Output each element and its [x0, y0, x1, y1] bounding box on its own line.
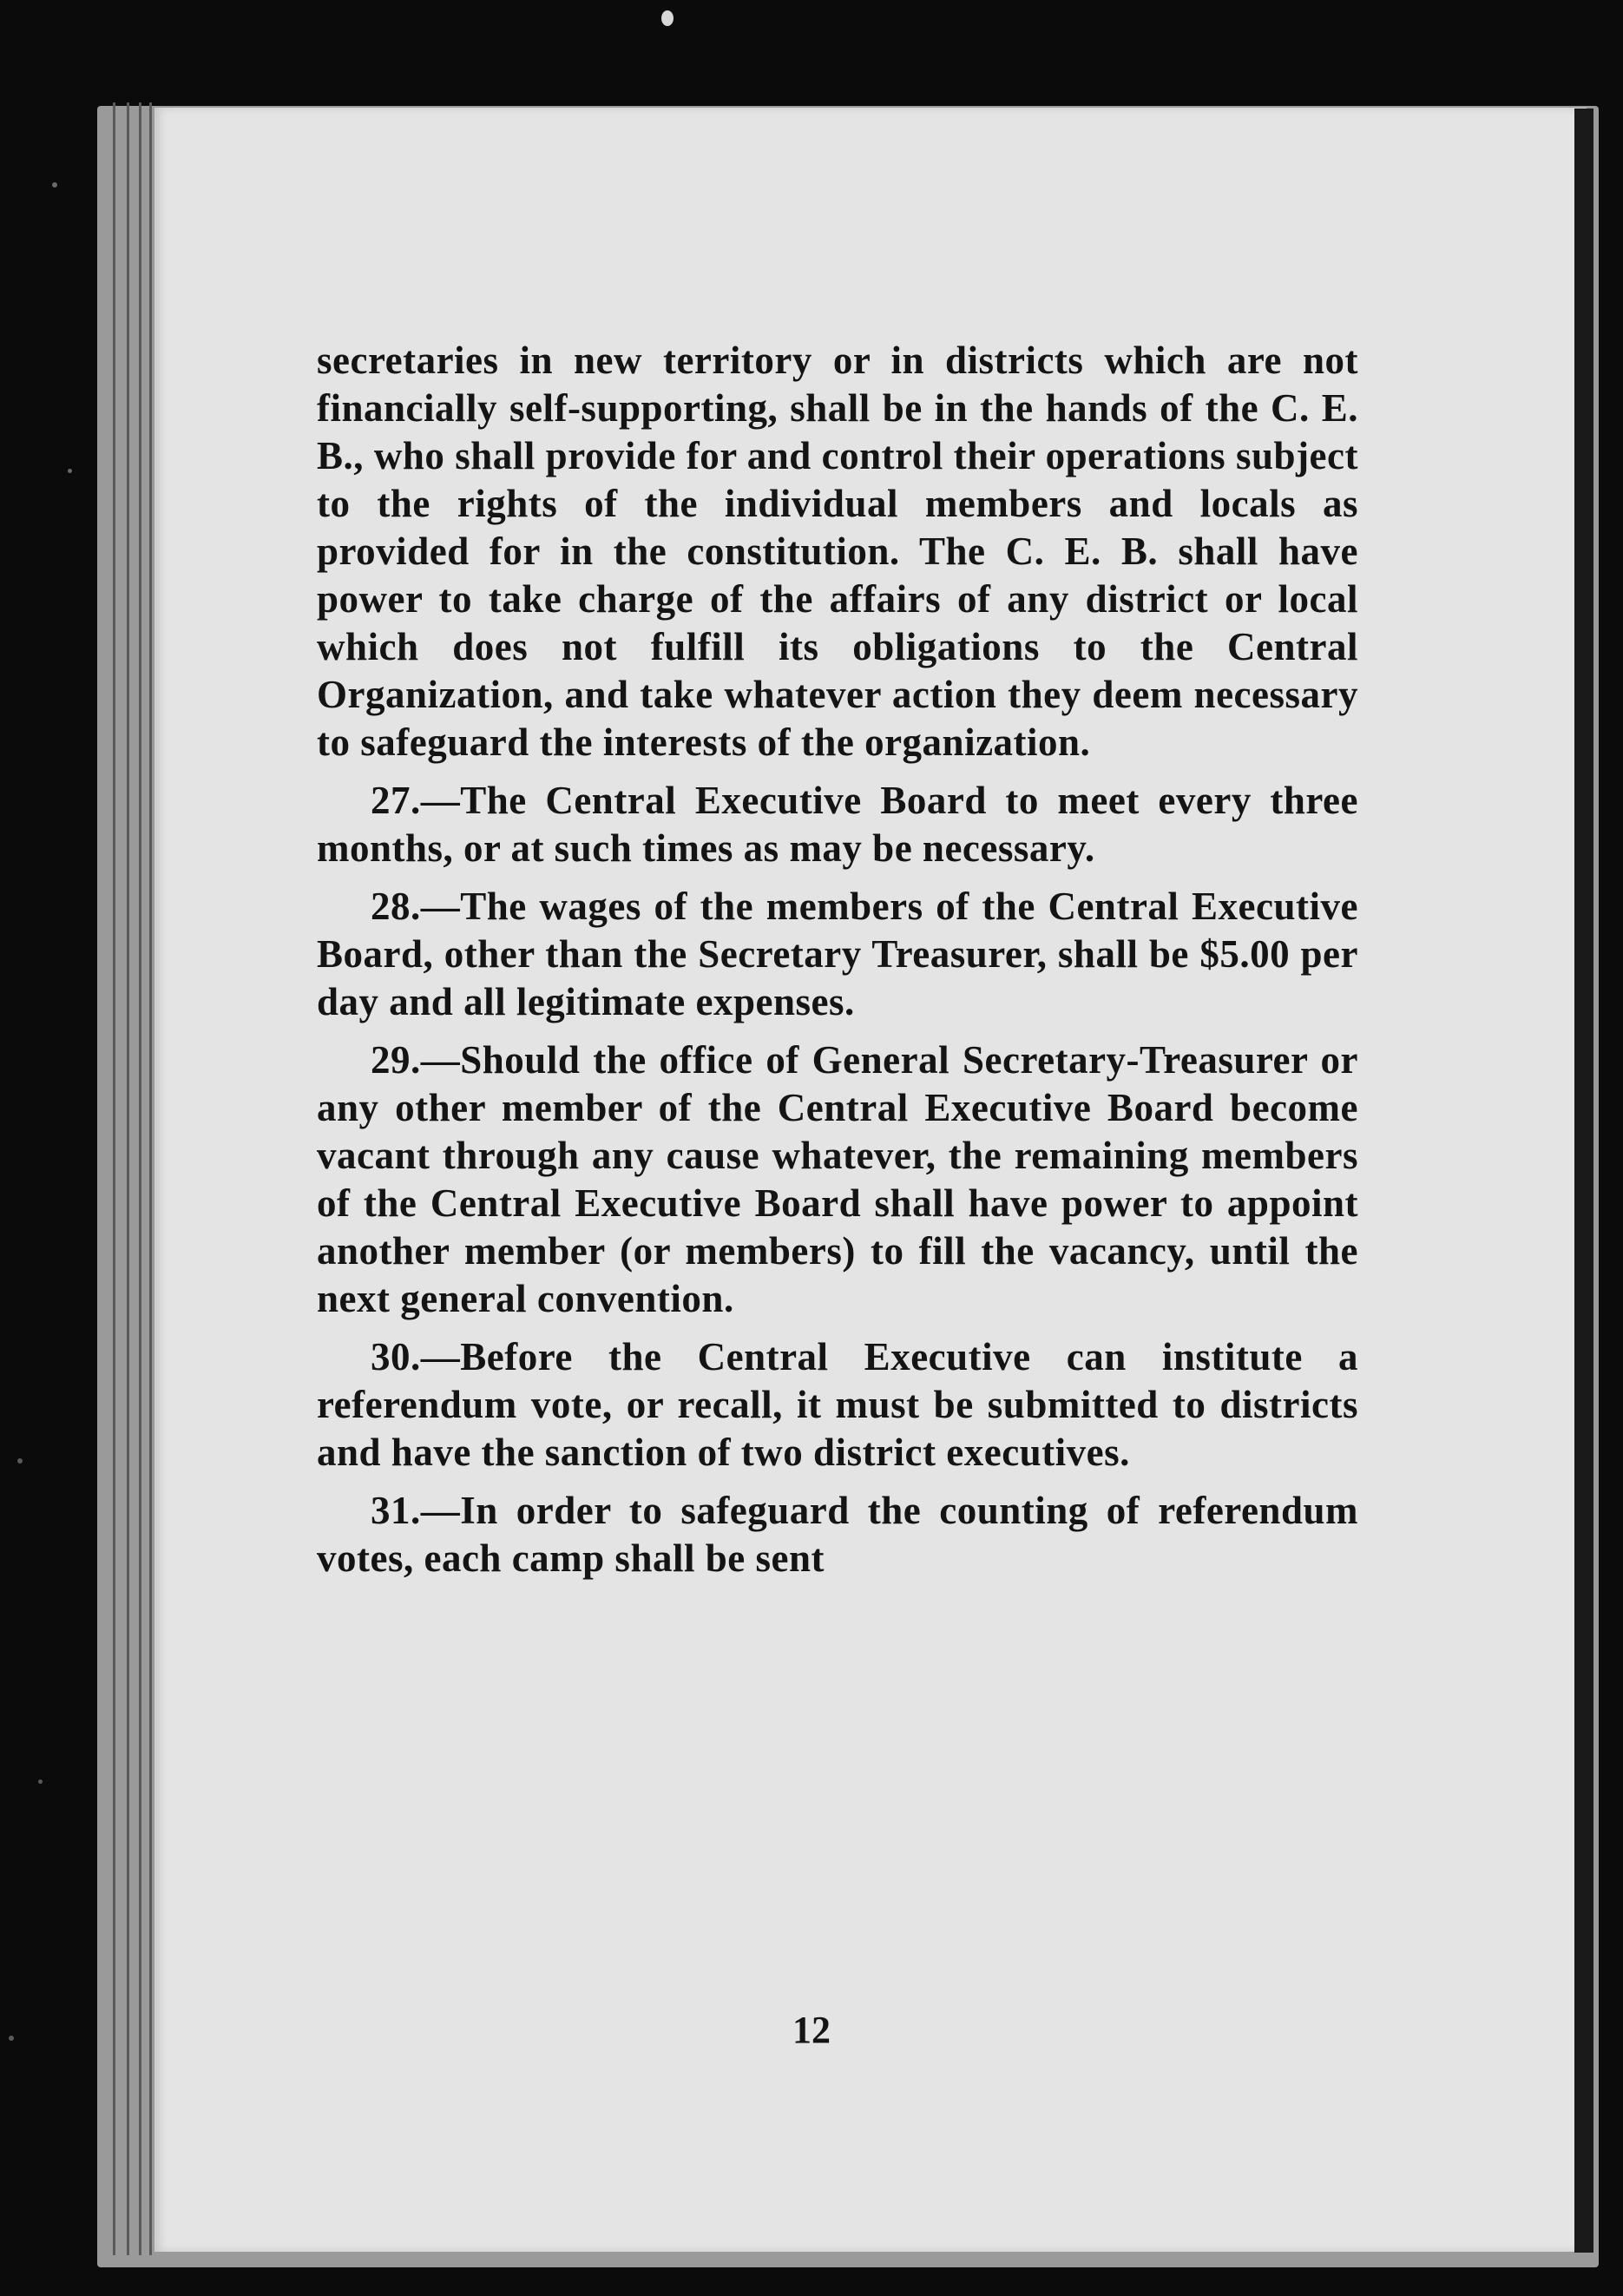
page-edge	[113, 102, 115, 2255]
page-number: 12	[792, 2009, 831, 2051]
page-text	[317, 337, 1358, 1593]
scan-dust	[38, 1780, 43, 1784]
paragraph-section-29: 29.—Should the office of General Secretary-Treasurer or any other member of the Central Executive Board become vacant through any cause whatever, the remaining members of the Central Executive Board shall have power to appoint another member (or members) to fill the vacancy, until the next general convention.	[317, 1038, 1358, 1320]
paragraph-section-30: 30.—Before the Central Executive can institute a referendum vote, or recall, it must be submitted to districts and have the sanction of two district executives.	[317, 1335, 1358, 1474]
scan-dust	[68, 469, 72, 473]
paragraph-section-31: 31.—In order to safeguard the counting of referendum votes, each camp shall be sent	[317, 1489, 1358, 1580]
page-edge	[139, 102, 141, 2255]
scan-dust	[17, 1458, 23, 1464]
paragraph-section-28: 28.—The wages of the members of the Central Executive Board, other than the Secretary Treasurer, shall be $5.00 per day and all legitimate expenses.	[317, 885, 1358, 1023]
paragraph-continuation: secretaries in new territory or in districts which are not financially self-supporting, shall be in the hands of the C. E. B., who shall provide for and control their operations subject to the rights of the individual members and locals as provided for in the constitution. The C. E. B. shall have power to take charge of the affairs of any district or local which does not fulfill its obligations to the Central Organization, and take whatever action they deem necessary to safeguard the interests of the organization.	[317, 339, 1358, 764]
page-edge	[149, 102, 152, 2255]
paragraph-section-27: 27.—The Central Executive Board to meet every three months, or at such times as may be necessary.	[317, 779, 1358, 870]
right-binding-edge	[1574, 109, 1593, 2253]
scan-dust	[52, 182, 57, 187]
scan-dust	[661, 10, 674, 26]
page-edge	[127, 102, 129, 2255]
